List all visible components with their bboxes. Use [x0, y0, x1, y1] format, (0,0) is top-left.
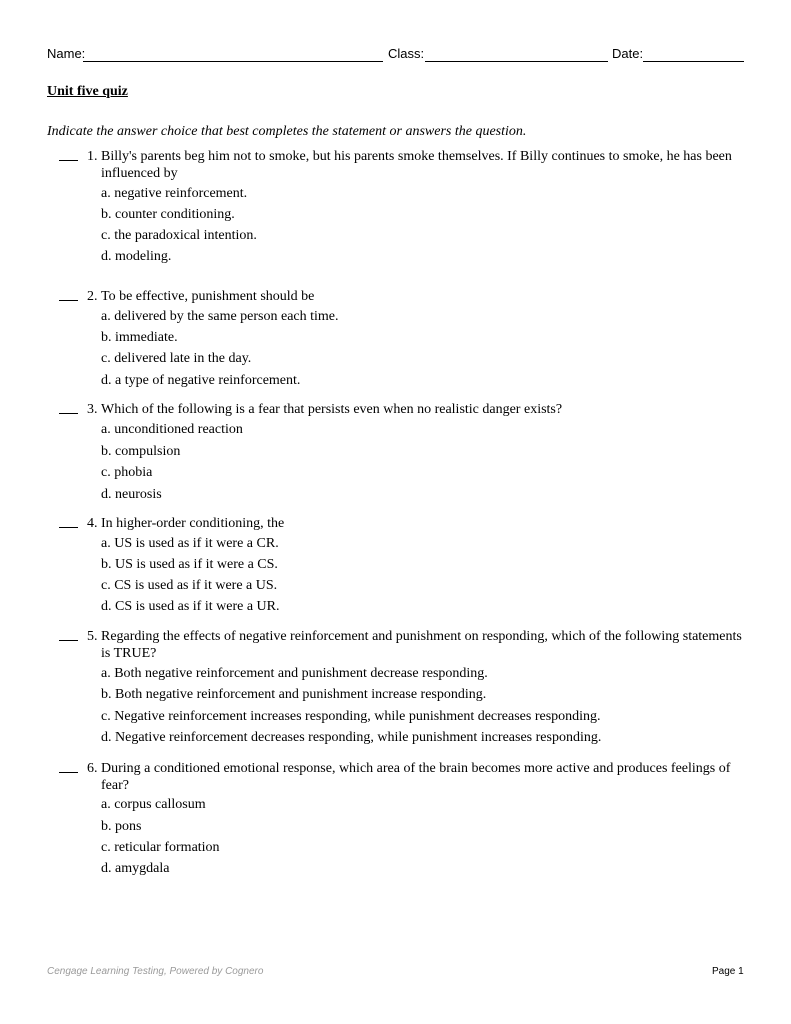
choice-b: b. Both negative reinforcement and punishment increase responding.: [101, 687, 487, 702]
choice-b: b. US is used as if it were a CS.: [101, 557, 278, 572]
quiz-title: Unit five quiz: [47, 84, 128, 99]
choice-a: a. corpus callosum: [101, 797, 206, 812]
choice-c: c. the paradoxical intention.: [101, 228, 257, 243]
question-number: 2.: [87, 289, 98, 304]
choice-c: c. Negative reinforcement increases responding, while punishment decreases responding.: [101, 709, 601, 724]
name-label: Name:: [47, 46, 86, 61]
question-number: 4.: [87, 516, 98, 531]
choice-d: d. CS is used as if it were a UR.: [101, 599, 280, 614]
answer-blank[interactable]: [59, 160, 78, 161]
question-stem: During a conditioned emotional response, which area of the brain becomes more active and produces feelings of fear?: [101, 761, 731, 793]
answer-blank[interactable]: [59, 413, 78, 414]
choice-a: a. US is used as if it were a CR.: [101, 536, 279, 551]
choice-d: d. Negative reinforcement decreases responding, while punishment increases responding.: [101, 730, 602, 745]
footer-credit: Cengage Learning Testing, Powered by Cognero: [47, 966, 264, 977]
choice-c: c. CS is used as if it were a US.: [101, 578, 278, 593]
answer-blank[interactable]: [59, 527, 78, 528]
question-stem: Billy's parents beg him not to smoke, but his parents smoke themselves. If Billy continues to smoke, he has been influenced by: [101, 149, 732, 181]
date-label: Date:: [612, 46, 644, 61]
question-number: 3.: [87, 402, 98, 417]
question-stem: Regarding the effects of negative reinforcement and punishment on responding, which of the following statements is TRUE?: [101, 629, 742, 661]
question-stem: In higher-order conditioning, the: [101, 516, 285, 531]
instructions: Indicate the answer choice that best completes the statement or answers the question.: [47, 124, 527, 139]
class-label: Class:: [388, 46, 425, 61]
question-number: 1.: [87, 149, 98, 164]
date-field-line[interactable]: [643, 61, 744, 62]
class-field-line[interactable]: [425, 61, 608, 62]
choice-b: b. pons: [101, 819, 142, 834]
choice-d: d. neurosis: [101, 487, 162, 502]
choice-a: a. delivered by the same person each time.: [101, 309, 339, 324]
name-field-line[interactable]: [83, 61, 383, 62]
choice-b: b. immediate.: [101, 330, 178, 345]
choice-c: c. reticular formation: [101, 840, 220, 855]
choice-c: c. delivered late in the day.: [101, 351, 252, 366]
question-stem: To be effective, punishment should be: [101, 289, 315, 304]
question-number: 5.: [87, 629, 98, 644]
choice-d: d. amygdala: [101, 861, 170, 876]
answer-blank[interactable]: [59, 772, 78, 773]
question-stem: Which of the following is a fear that persists even when no realistic danger exists?: [101, 402, 563, 417]
choice-a: a. unconditioned reaction: [101, 422, 243, 437]
choice-d: d. a type of negative reinforcement.: [101, 373, 301, 388]
choice-d: d. modeling.: [101, 249, 172, 264]
page-number: Page 1: [712, 966, 744, 977]
choice-b: b. compulsion: [101, 444, 181, 459]
answer-blank[interactable]: [59, 640, 78, 641]
choice-a: a. negative reinforcement.: [101, 186, 248, 201]
choice-a: a. Both negative reinforcement and punishment decrease responding.: [101, 666, 488, 681]
answer-blank[interactable]: [59, 300, 78, 301]
question-number: 6.: [87, 761, 98, 776]
choice-c: c. phobia: [101, 465, 153, 480]
choice-b: b. counter conditioning.: [101, 207, 235, 222]
